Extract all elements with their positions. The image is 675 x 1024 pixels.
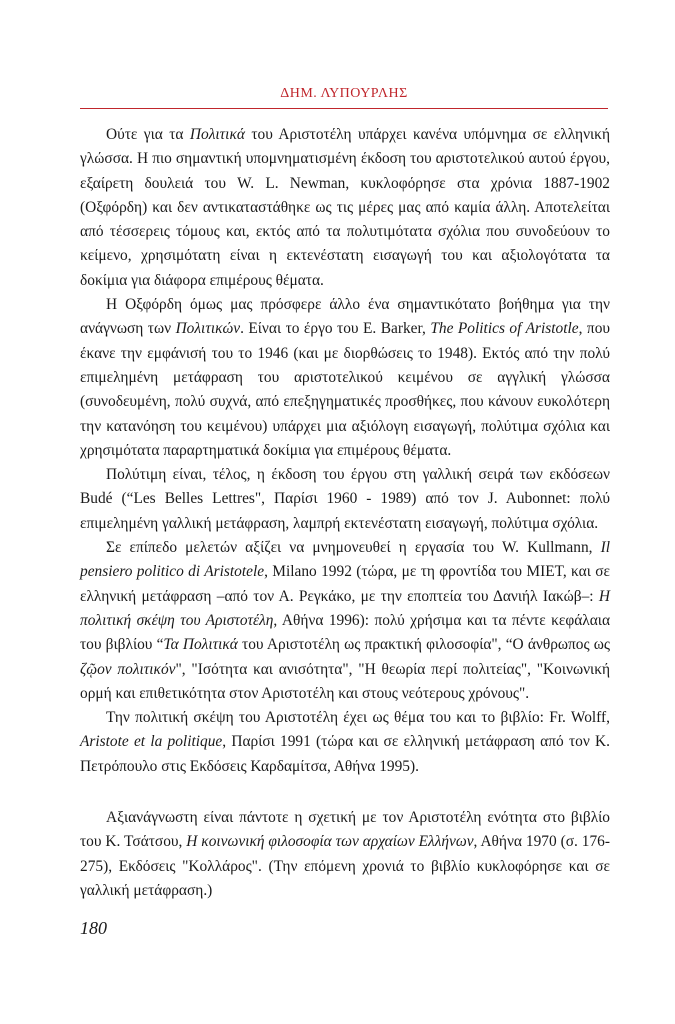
text-run: του Αριστοτέλη υπάρχει κανένα υπόμνημα σε ελληνική γλώσσα. Η πιο σημαντική υπομνηματισμένη έκδοση του αριστοτελικού αυτού έργου, εξαίρετη δουλειά του W. L. Newman, κυκλοφόρησε στα χρόνια 1887-1902 (Οξφόρδη) και δεν αντικαταστάθηκε ως τις μέρες μας από καμία άλλη. Αποτελείται από τέσσερεις τόμους και, εκτός από τα πολυτιμότατα σχόλια που συνοδεύουν το κείμενο, χρησιμότατη είναι η εκτενέστατη εισαγωγή του και αξιολογότατα τα δοκίμια για διάφορα επιμέρους θέματα. — [80, 126, 610, 289]
text-run: , Αθήνα 1996): πολύ χρήσιμα και τα πέντε κεφάλαια του βιβλίου “ — [80, 611, 611, 654]
italic-run: Πολιτικά — [189, 126, 245, 143]
italic-run: ζῷον πολιτικόν — [80, 660, 176, 678]
italic-run: Τα Πολιτικά — [163, 636, 238, 654]
italic-run: Η πολιτική σκέψη του Αριστοτέλη — [80, 587, 610, 629]
text-run: Πολύτιμη είναι, τέλος, η έκδοση του έργου στη γαλλική σειρά των εκδόσεων Budé (“Les Belles Lettres", Παρίσι 1960 - 1989) από τον J. Aubonnet: πολύ επιμελημένη γαλλική μετάφραση, λαμπρή εκτενέστατη εισαγωγή, πολύτιμα σχόλια. — [80, 466, 610, 532]
text-run: , Milano 1992 (τώρα, με τη φροντίδα του ΜΙΕΤ, και σε ελληνική μετάφραση –από τον Α. Ρεγκάκο, με την εποπτεία του Δανιήλ Ιακώβ–: — [80, 563, 611, 605]
text-run: . Είναι το έργο του E. Barker, — [240, 320, 431, 338]
body-text — [80, 123, 610, 903]
text-run: , Αθήνα 1970 (σ. 176- 275), Εκδόσεις "Κολλάρος". (Την επόμενη χρονιά το βιβλίο κυκλοφόρησε και σε γαλλική μετάφραση.) — [80, 833, 610, 899]
text-run: Την πολιτική σκέψη του Αριστοτέλη έχει ως θέμα του και το βιβλίο: Fr. Wolff, — [106, 709, 610, 727]
running-head: ΔΗΜ. ΛΥΠΟΥΡΛΗΣ — [280, 86, 408, 101]
text-run: ", "Ισότητα και ανισότητα", "Η θεωρία περί πολιτείας", "Κοινωνική ορμή και επιθετικότητα στον Αριστοτέλη και στους νεότερους χρόνους". — [80, 660, 610, 702]
paragraph — [80, 123, 610, 293]
paragraph — [80, 293, 610, 463]
page-number: 180 — [80, 918, 107, 938]
text-run: Σε επίπεδο μελετών αξίζει να μνημονευθεί η εργασία του W. Kullmann, — [106, 539, 601, 557]
text-run: Η Οξφόρδη όμως μας πρόσφερε άλλο ένα σημαντικότατο βοήθημα για την ανάγνωση των — [80, 296, 610, 338]
text-run: Ούτε για τα — [106, 126, 190, 143]
paragraph — [80, 463, 610, 536]
italic-run: Πολιτικών — [175, 320, 241, 338]
paragraph — [80, 706, 610, 779]
italic-run: Η κοινωνική φιλοσοφία των αρχαίων Ελλήνων — [186, 833, 474, 851]
text-run: Αξιανάγνωστη είναι πάντοτε η σχετική με τον Αριστοτέλη ενότητα στο βιβλίο του Κ. Τσάτσου, — [80, 809, 610, 851]
italic-run: Aristote et la politique — [80, 733, 223, 751]
paragraph — [80, 806, 610, 903]
italic-run: The Politics of Aristotle — [430, 320, 579, 338]
header-rule — [80, 108, 608, 109]
italic-run: Il pensiero politico di Aristotele — [80, 539, 610, 581]
paragraph — [80, 536, 610, 706]
text-run: , Παρίσι 1991 (τώρα και σε ελληνική μετάφραση από τον Κ. Πετρόπουλο στις Εκδόσεις Καρδαμίτσα, Αθήνα 1995). — [80, 733, 610, 775]
text-run: του Αριστοτέλη ως πρακτική φιλοσοφία", “Ο άνθρωπος ως — [237, 636, 610, 654]
text-run: , που έκανε την εμφάνισή του το 1946 (και με διορθώσεις το 1948). Εκτός από την πολύ επιμελημένη μετάφραση του αριστοτελικού κειμένου σε αγγλική γλώσσα (συνοδευμένη, πολύ συχνά, από επεξηγηματικές προσθήκες, που κάνουν ευκολότερη την κατανόηση του κειμένου) υπάρχει μια αξιόλογη εισαγωγή, πολύτιμα σχόλια και χρησιμότατα παραρτηματικά δοκίμια για επιμέρους θέματα. — [80, 320, 611, 459]
